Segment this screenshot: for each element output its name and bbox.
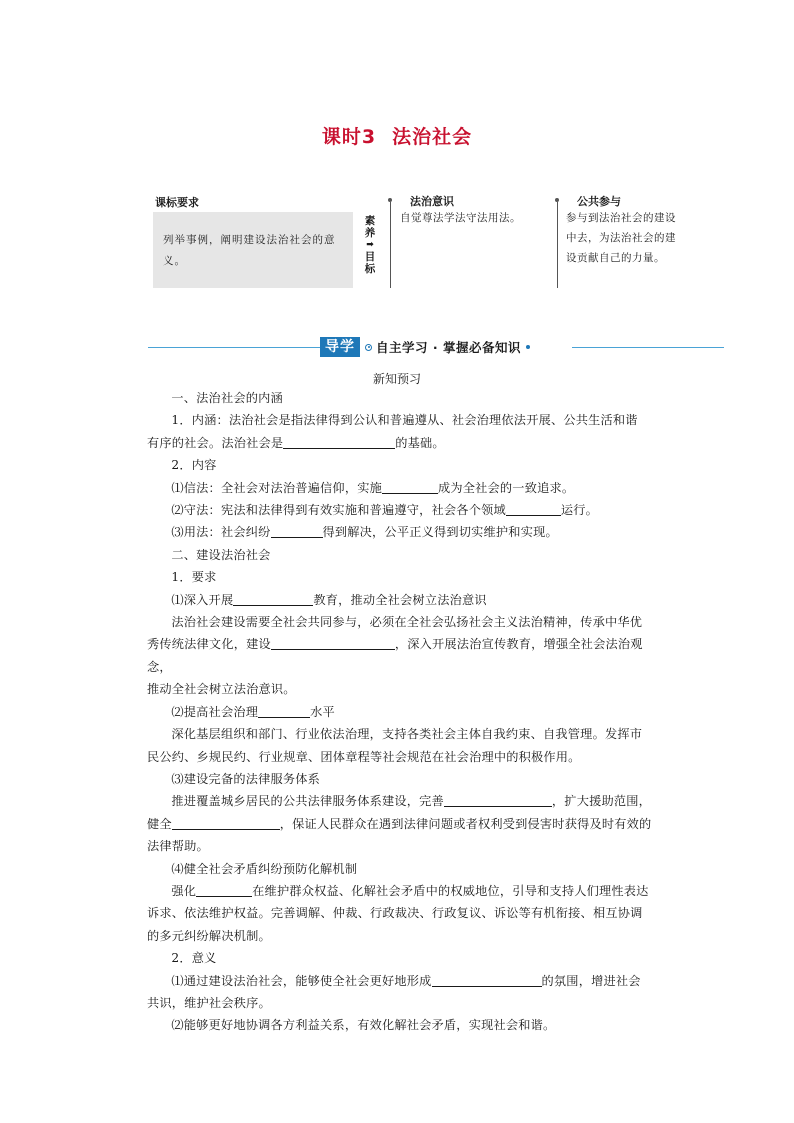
vertical-char: 目 <box>364 251 376 263</box>
bullet-dot-icon <box>388 198 392 202</box>
paragraph <box>147 589 667 611</box>
fill-blank <box>432 972 542 987</box>
paragraph: 法律帮助。 <box>147 839 209 854</box>
paragraph: 深化基层组织和部门、行业依法治理，支持各类社会主体自我约束、自我管理。发挥市 <box>171 727 643 742</box>
target-dot-icon <box>365 344 372 351</box>
fill-blank <box>233 591 313 606</box>
subsection-heading: 2．内容 <box>171 458 217 473</box>
fill-blank <box>271 635 395 650</box>
paragraph <box>147 432 667 454</box>
lesson-name: 法治社会 <box>392 126 473 148</box>
subsection-heading: ⑶建设完备的法律服务体系 <box>171 771 321 786</box>
banner-rule-left <box>148 347 320 348</box>
section-heading: 一、法治社会的内涵 <box>171 391 283 405</box>
paragraph <box>147 880 667 902</box>
paragraph: 推动全社会树立法治意识。 <box>147 682 296 697</box>
literacy-heading-public-participation: 公共参与 <box>577 195 621 208</box>
subsection-heading: 2．意义 <box>171 951 217 966</box>
fill-blank <box>196 882 252 897</box>
text-run: ，深入开展法治宣传教育，增强全社会法治观念， <box>147 637 643 674</box>
text-run: ⑵守法：宪法和法律得到有效实施和普遍遵守，社会各个领域 <box>171 503 506 518</box>
text-run: 的基础。 <box>395 435 445 450</box>
paragraph: 诉求、依法维护权益。完善调解、仲裁、行政裁决、行政复议、诉讼等有机衔接、相互协调 <box>147 906 643 921</box>
bullet-dot-icon <box>555 198 559 202</box>
text-run: 得到解决，公平正义得到切实维护和实现。 <box>322 525 558 540</box>
text-run: 推进覆盖城乡居民的公共法律服务体系建设，完善 <box>171 794 444 809</box>
vertical-char: 养 <box>364 227 376 239</box>
fill-blank <box>444 792 552 807</box>
paragraph <box>147 477 667 499</box>
fill-blank <box>258 703 310 718</box>
subsection-heading: 1．要求 <box>171 570 217 585</box>
standards-heading: 课标要求 <box>155 196 199 209</box>
column-divider <box>390 202 391 288</box>
fill-blank <box>172 815 280 830</box>
literacy-text-law-awareness: 自觉尊法学法守法用法。 <box>400 212 521 224</box>
text-run: 秀传统法律文化，建设 <box>147 637 271 652</box>
fill-blank <box>506 501 561 516</box>
paragraph: ⑵能够更好地协调各方利益关系，有效化解社会矛盾，实现社会和谐。 <box>171 1018 556 1033</box>
arrow-right-icon: ➡ <box>366 240 374 250</box>
document-body <box>147 387 667 1037</box>
paragraph: 共识，维护社会秩序。 <box>147 995 271 1010</box>
text-run: ⑶用法：社会纠纷 <box>171 525 271 540</box>
text-run: 运行。 <box>560 503 599 518</box>
text-run: ⑵提高社会治理 <box>171 704 259 719</box>
text-run: 强化 <box>171 883 197 898</box>
fill-blank <box>271 523 323 538</box>
paragraph <box>147 701 667 723</box>
banner-rule-right <box>572 347 724 348</box>
text-run: 教育，推动全社会树立法治意识 <box>313 592 487 607</box>
paragraph <box>147 521 667 543</box>
text-run: 健全 <box>147 816 172 831</box>
text-run: ，保证人民群众在遇到法律问题或者权利受到侵害时获得及时有效的 <box>279 816 652 831</box>
paragraph: 民公约、乡规民约、行业规章、团体章程等社会规范在社会治理中的积极作用。 <box>147 749 581 764</box>
column-divider <box>557 202 558 288</box>
text-run: 有序的社会。法治社会是 <box>147 435 284 450</box>
text-run: ⑴深入开展 <box>171 592 234 607</box>
literacy-heading-law-awareness: 法治意识 <box>410 195 454 208</box>
paragraph <box>147 633 667 678</box>
literacy-text-public-participation: 参与到法治社会的建设中去，为法治社会的建设贡献自己的力量。 <box>566 212 676 264</box>
paragraph <box>147 970 667 992</box>
bullet-dot-icon <box>526 345 530 349</box>
fill-blank <box>382 479 438 494</box>
banner-text: 自主学习 · 掌握必备知识 <box>376 340 521 355</box>
text-run: 的氛围，增进社会 <box>541 973 641 988</box>
lesson-number: 课时3 <box>321 126 377 148</box>
paragraph <box>147 813 667 835</box>
vertical-char: 标 <box>364 263 376 275</box>
banner-tag: 导学 <box>320 337 360 357</box>
paragraph: 法治社会建设需要全社会共同参与，必须在全社会弘扬社会主义法治精神，传承中华优 <box>171 615 643 630</box>
paragraph: 1．内涵：法治社会是指法律得到公认和普遍遵从、社会治理依法开展、公共生活和谐 <box>171 413 638 428</box>
standards-box: 列举事例，阐明建设法治社会的意义。 <box>153 212 353 288</box>
paragraph: 的多元纠纷解决机制。 <box>147 928 271 943</box>
text-run: ⑴通过建设法治社会，能够使全社会更好地形成 <box>171 973 432 988</box>
section-banner <box>320 337 530 357</box>
vertical-char: 素 <box>364 215 376 227</box>
subsection-heading: ⑷健全社会矛盾纠纷预防化解机制 <box>171 861 358 876</box>
literacy-goal-label <box>363 215 377 275</box>
section-heading: 二、建设法治社会 <box>171 547 271 562</box>
fill-blank <box>283 434 395 449</box>
text-run: ，扩大援助范围， <box>551 794 652 809</box>
lesson-title <box>0 122 794 149</box>
text-run: ⑴信法：全社会对法治普遍信仰，实施 <box>171 480 382 495</box>
text-run: 水平 <box>310 704 335 719</box>
text-run: 成为全社会的一致追求。 <box>437 480 575 495</box>
paragraph <box>147 499 667 521</box>
paragraph <box>147 790 667 812</box>
section-subheading: 新知预习 <box>372 372 421 386</box>
text-run: 在维护群众权益、化解社会矛盾中的权威地位，引导和支持人们理性表达 <box>252 883 649 898</box>
